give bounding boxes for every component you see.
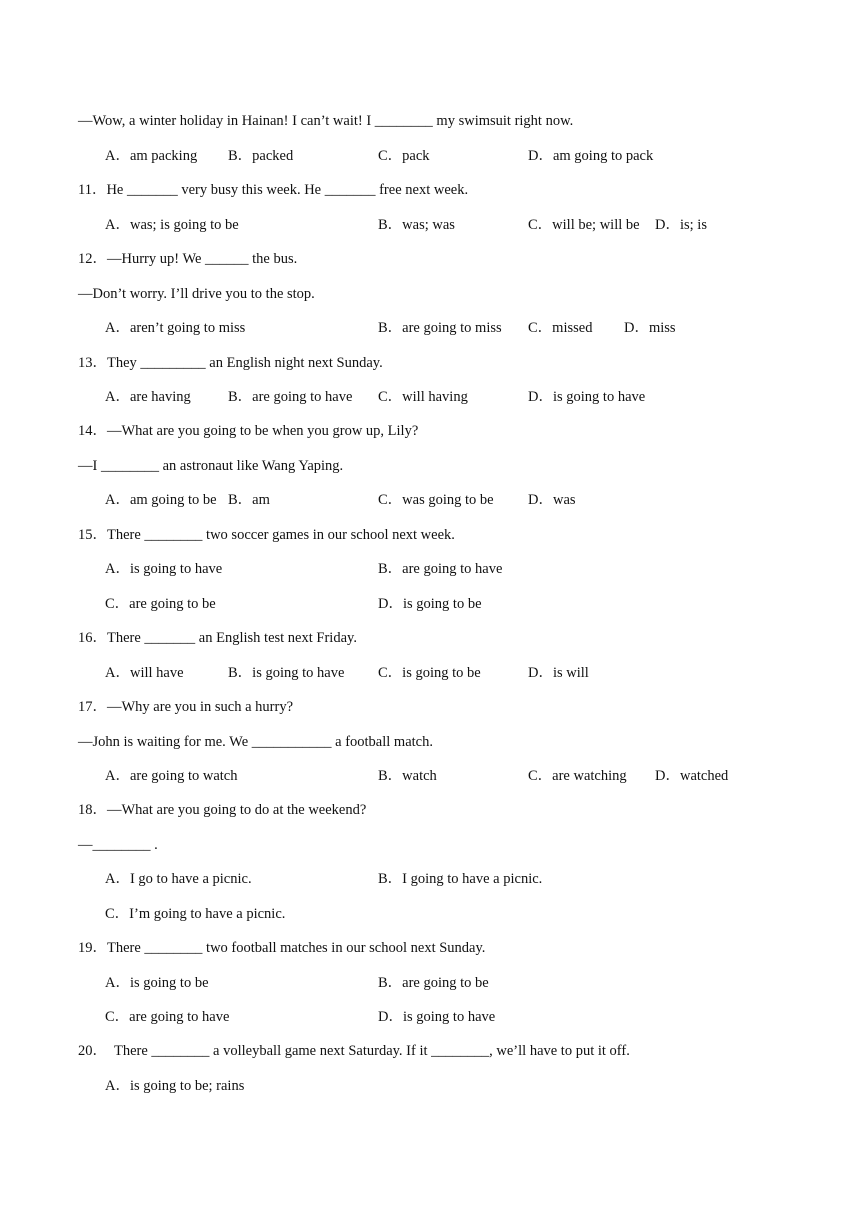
question-17-reply: —John is waiting for me. We ___________ a football match. [78, 734, 433, 750]
q14-option-d: D．was [528, 492, 576, 508]
q13-option-d: D．is going to have [528, 389, 646, 405]
q10-option-c: C．pack [378, 148, 430, 164]
q10-option-b: B．packed [228, 148, 294, 164]
question-20: 20． There ________ a volleyball game next Saturday. If it ________, we’ll have to put it off. [78, 1043, 630, 1059]
q12-option-a: A．aren’t going to miss [105, 320, 246, 336]
q15-option-d: D．is going to be [378, 596, 482, 612]
question-16: 16．There _______ an English test next Friday. [78, 630, 357, 646]
q15-option-b: B．are going to have [378, 561, 503, 577]
q13-option-a: A．are having [105, 389, 191, 405]
q16-option-c: C．is going to be [378, 665, 481, 681]
q13-option-c: C．will having [378, 389, 468, 405]
question-11: 11．He _______ very busy this week. He _______ free next week. [78, 182, 469, 198]
q10-option-a: A．am packing [105, 148, 198, 164]
question-18-reply: —________ . [78, 837, 158, 853]
q15-option-a: A．is going to have [105, 561, 223, 577]
q19-option-c: C．are going to have [105, 1009, 230, 1025]
q16-option-d: D．is will [528, 665, 589, 681]
question-14-reply: —I ________ an astronaut like Wang Yaping. [78, 458, 344, 474]
q11-option-a: A．was; is going to be [105, 217, 239, 233]
question-17: 17．—Why are you in such a hurry? [78, 699, 294, 715]
q11-option-d: D．is; is [655, 217, 707, 233]
question-18: 18．—What are you going to do at the weekend? [78, 802, 367, 818]
q18-option-a: A．I go to have a picnic. [105, 871, 252, 887]
q18-option-b: B．I going to have a picnic. [378, 871, 543, 887]
question-19: 19．There ________ two football matches in our school next Sunday. [78, 940, 486, 956]
question-10-prompt: —Wow, a winter holiday in Hainan! I can’t wait! I ________ my swimsuit right now. [78, 113, 574, 129]
question-12: 12．—Hurry up! We ______ the bus. [78, 251, 298, 267]
q20-option-a: A．is going to be; rains [105, 1078, 245, 1094]
question-12-reply: —Don’t worry. I’ll drive you to the stop. [78, 286, 315, 302]
q17-option-b: B．watch [378, 768, 437, 784]
q14-option-c: C．was going to be [378, 492, 494, 508]
q19-option-a: A．is going to be [105, 975, 209, 991]
q10-option-d: D．am going to pack [528, 148, 654, 164]
question-13: 13．They _________ an English night next Sunday. [78, 355, 383, 371]
q13-option-b: B．are going to have [228, 389, 353, 405]
q17-option-d: D．watched [655, 768, 729, 784]
q18-option-c: C．I’m going to have a picnic. [105, 906, 286, 922]
question-15: 15．There ________ two soccer games in our school next week. [78, 527, 455, 543]
q16-option-a: A．will have [105, 665, 184, 681]
q17-option-a: A．are going to watch [105, 768, 238, 784]
q19-option-d: D．is going to have [378, 1009, 496, 1025]
q12-option-d: D．miss [624, 320, 676, 336]
q12-option-c: C．missed [528, 320, 593, 336]
q16-option-b: B．is going to have [228, 665, 345, 681]
question-14: 14．—What are you going to be when you grow up, Lily? [78, 423, 419, 439]
q11-option-b: B．was; was [378, 217, 455, 233]
q19-option-b: B．are going to be [378, 975, 489, 991]
q14-option-b: B．am [228, 492, 270, 508]
q17-option-c: C．are watching [528, 768, 627, 784]
q11-option-c: C．will be; will be [528, 217, 640, 233]
q14-option-a: A．am going to be [105, 492, 217, 508]
q12-option-b: B．are going to miss [378, 320, 502, 336]
q15-option-c: C．are going to be [105, 596, 216, 612]
